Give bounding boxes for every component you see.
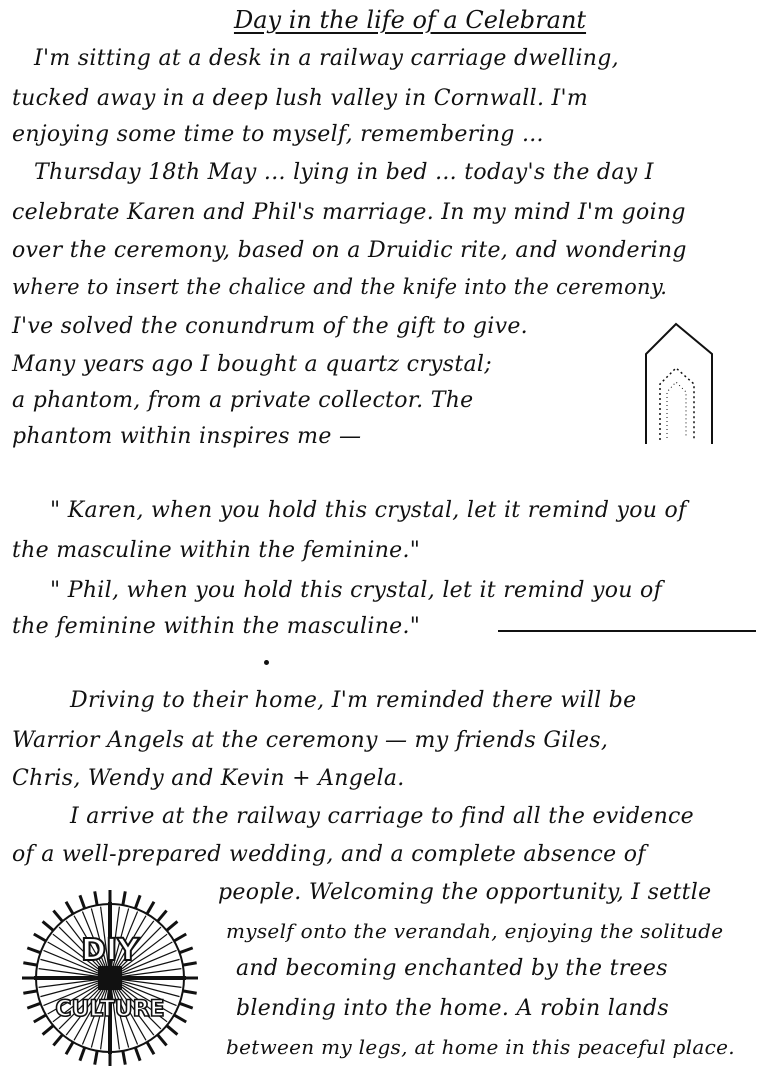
logo-tick bbox=[43, 1026, 54, 1035]
text-line: and becoming enchanted by the trees bbox=[236, 956, 668, 981]
text-line: myself onto the verandah, enjoying the solitude bbox=[226, 919, 724, 943]
logo-tick bbox=[80, 1048, 85, 1061]
logo-tick bbox=[147, 902, 154, 914]
text-line: phantom within inspires me — bbox=[12, 424, 362, 449]
text-line: people. Welcoming the opportunity, I settle bbox=[218, 880, 712, 905]
text-line: " Phil, when you hold this crystal, let it remind you of bbox=[50, 578, 663, 603]
page-title: Day in the life of a Celebrant bbox=[233, 6, 587, 34]
text-line: Driving to their home, I'm reminded there will be bbox=[70, 688, 637, 713]
text-line: between my legs, at home in this peaceful place. bbox=[226, 1035, 735, 1059]
logo-tick bbox=[174, 934, 186, 941]
diy-culture-logo-icon bbox=[14, 882, 206, 1074]
logo-top-text: DIY bbox=[81, 933, 139, 968]
logo-tick bbox=[135, 895, 140, 908]
logo-tick bbox=[158, 1035, 167, 1046]
logo-tick bbox=[180, 948, 193, 953]
logo-tick bbox=[123, 1051, 125, 1065]
text-line: " Karen, when you hold this crystal, let it remind you of bbox=[50, 498, 687, 523]
text-line: of a well-prepared wedding, and a complete absence of bbox=[12, 842, 646, 867]
logo-tick bbox=[27, 948, 40, 953]
text-line: a phantom, from a private collector. The bbox=[12, 388, 474, 413]
logo-tick bbox=[53, 1035, 62, 1046]
logo-tick bbox=[34, 934, 46, 941]
logo-tick bbox=[95, 891, 97, 905]
logo-tick bbox=[135, 1048, 140, 1061]
logo-tick bbox=[34, 1015, 46, 1022]
underline-rule bbox=[498, 630, 756, 632]
logo-tick bbox=[167, 1026, 178, 1035]
text-line: celebrate Karen and Phil's marriage. In my mind I'm going bbox=[12, 200, 686, 225]
logo-tick bbox=[80, 895, 85, 908]
text-line: over the ceremony, based on a Druidic rite, and wondering bbox=[12, 238, 687, 263]
text-line: Many years ago I bought a quartz crystal; bbox=[12, 352, 492, 377]
logo-tick bbox=[174, 1015, 186, 1022]
logo-tick bbox=[43, 921, 54, 930]
text-line: enjoying some time to myself, remembering ... bbox=[12, 122, 544, 147]
logo-tick bbox=[183, 963, 197, 965]
logo-tick bbox=[66, 902, 73, 914]
text-line: the feminine within the masculine." bbox=[12, 614, 421, 639]
text-line: I'm sitting at a desk in a railway carriage dwelling, bbox=[34, 46, 619, 71]
logo-bottom-text: CULTURE bbox=[55, 997, 165, 1022]
logo-tick bbox=[167, 921, 178, 930]
logo-tick bbox=[95, 1051, 97, 1065]
text-line: Thursday 18th May ... lying in bed ... today's the day I bbox=[34, 160, 654, 185]
logo-tick bbox=[66, 1042, 73, 1054]
ink-dot bbox=[264, 660, 269, 665]
text-line: Warrior Angels at the ceremony — my friends Giles, bbox=[12, 728, 609, 753]
text-line: tucked away in a deep lush valley in Cornwall. I'm bbox=[12, 86, 589, 111]
logo-tick bbox=[158, 911, 167, 922]
text-line: Chris, Wendy and Kevin + Angela. bbox=[12, 766, 405, 791]
logo-tick bbox=[53, 911, 62, 922]
text-line: the masculine within the feminine." bbox=[12, 538, 421, 563]
text-line: where to insert the chalice and the knife into the ceremony. bbox=[12, 275, 668, 299]
logo-tick bbox=[23, 963, 37, 965]
logo-tick bbox=[123, 891, 125, 905]
logo-tick bbox=[27, 1003, 40, 1008]
logo-tick bbox=[147, 1042, 154, 1054]
crystal-sketch-icon bbox=[640, 320, 720, 446]
logo-tick bbox=[183, 991, 197, 993]
text-line: I arrive at the railway carriage to find all the evidence bbox=[70, 804, 694, 829]
text-line: blending into the home. A robin lands bbox=[236, 996, 669, 1021]
logo-tick bbox=[23, 991, 37, 993]
logo-tick bbox=[180, 1003, 193, 1008]
text-line: I've solved the conundrum of the gift to give. bbox=[12, 314, 528, 339]
